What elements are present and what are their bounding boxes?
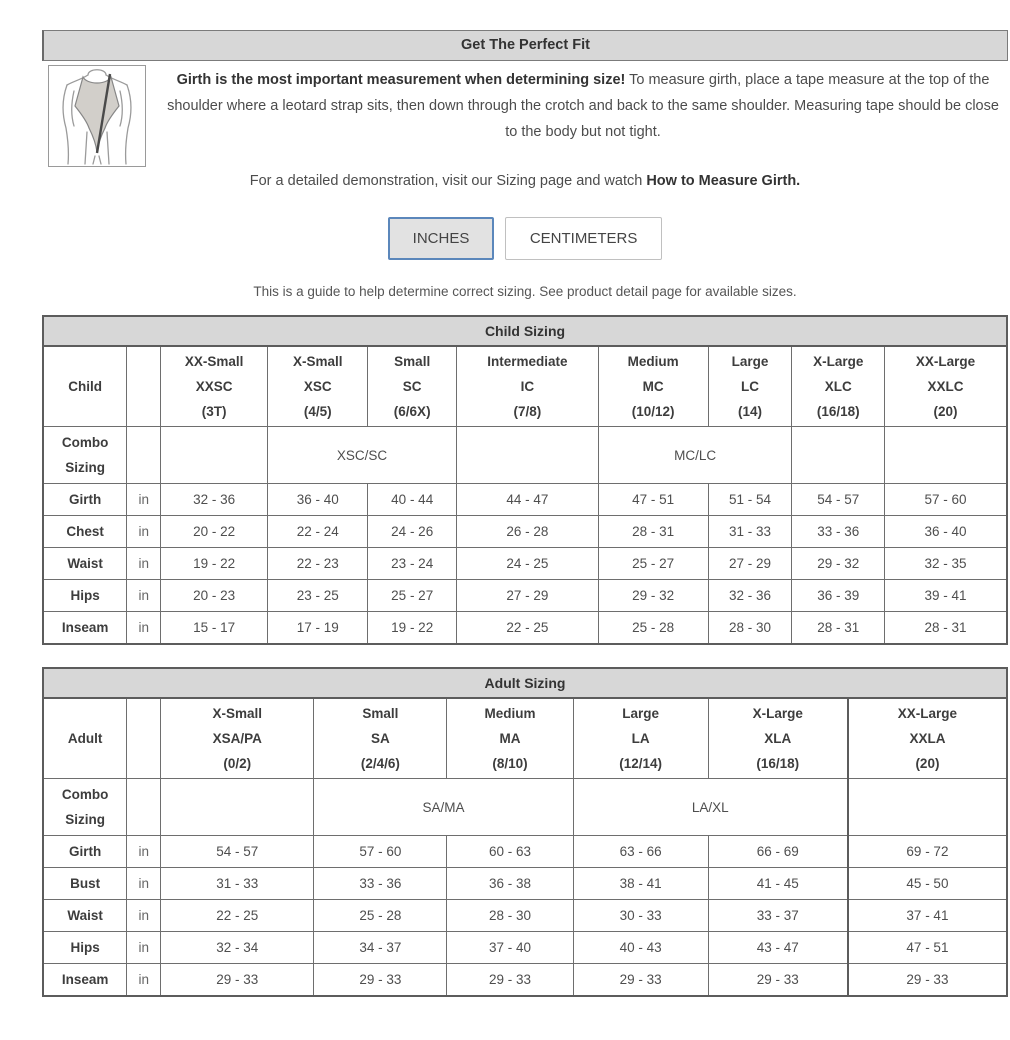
column-header: Large LA (12/14) [573, 698, 708, 779]
value-cell: 31 - 33 [161, 868, 314, 900]
combo-cell: MC/LC [598, 427, 792, 484]
value-cell: 19 - 22 [161, 548, 268, 580]
demo-line [42, 173, 1008, 189]
column-header: XX-Small XXSC (3T) [161, 346, 268, 427]
value-cell: 31 - 33 [708, 516, 792, 548]
value-cell: 57 - 60 [885, 484, 1007, 516]
value-cell: 28 - 31 [598, 516, 708, 548]
value-cell: 28 - 31 [792, 612, 885, 645]
value-cell: 54 - 57 [161, 836, 314, 868]
value-cell: 36 - 39 [792, 580, 885, 612]
girth-intro-section [42, 65, 1008, 167]
leotard-shape [75, 77, 119, 152]
row-label: Hips [43, 932, 127, 964]
value-cell: 20 - 22 [161, 516, 268, 548]
combo-cell: SA/MA [314, 779, 573, 836]
unit-cell: in [127, 868, 161, 900]
value-cell: 29 - 32 [792, 548, 885, 580]
column-header: Small SC (6/6X) [368, 346, 457, 427]
row-label: Bust [43, 868, 127, 900]
value-cell: 69 - 72 [848, 836, 1007, 868]
value-cell: 25 - 28 [598, 612, 708, 645]
value-cell: 41 - 45 [708, 868, 848, 900]
unit-cell: in [127, 548, 161, 580]
row-label: Waist [43, 900, 127, 932]
unit-cell: in [127, 612, 161, 645]
unit-cell [127, 779, 161, 836]
value-cell: 51 - 54 [708, 484, 792, 516]
unit-header-cell [127, 346, 161, 427]
value-cell: 40 - 43 [573, 932, 708, 964]
adult-sizing-table [42, 667, 1008, 997]
value-cell: 22 - 24 [268, 516, 368, 548]
value-cell: 33 - 37 [708, 900, 848, 932]
value-cell: 29 - 33 [708, 964, 848, 997]
combo-cell [457, 427, 599, 484]
value-cell: 47 - 51 [848, 932, 1007, 964]
value-cell: 39 - 41 [885, 580, 1007, 612]
column-header: XX-Large XXLA (20) [848, 698, 1007, 779]
page-content [42, 30, 1008, 997]
combo-sizing-label: Combo Sizing [43, 427, 127, 484]
value-cell: 23 - 24 [368, 548, 457, 580]
value-cell: 26 - 28 [457, 516, 599, 548]
value-cell: 17 - 19 [268, 612, 368, 645]
combo-cell: XSC/SC [268, 427, 457, 484]
value-cell: 25 - 27 [368, 580, 457, 612]
value-cell: 30 - 33 [573, 900, 708, 932]
value-cell: 32 - 36 [708, 580, 792, 612]
table-corner-label: Child [43, 346, 127, 427]
value-cell: 29 - 33 [573, 964, 708, 997]
value-cell: 44 - 47 [457, 484, 599, 516]
value-cell: 33 - 36 [314, 868, 447, 900]
value-cell: 23 - 25 [268, 580, 368, 612]
row-label: Chest [43, 516, 127, 548]
combo-cell [792, 427, 885, 484]
value-cell: 36 - 40 [885, 516, 1007, 548]
column-header: X-Small XSC (4/5) [268, 346, 368, 427]
value-cell: 57 - 60 [314, 836, 447, 868]
combo-cell [848, 779, 1007, 836]
value-cell: 37 - 41 [848, 900, 1007, 932]
unit-cell: in [127, 836, 161, 868]
value-cell: 47 - 51 [598, 484, 708, 516]
value-cell: 19 - 22 [368, 612, 457, 645]
table-title: Adult Sizing [43, 668, 1007, 698]
value-cell: 60 - 63 [447, 836, 573, 868]
combo-sizing-label: Combo Sizing [43, 779, 127, 836]
value-cell: 33 - 36 [792, 516, 885, 548]
unit-toggle [42, 217, 1008, 260]
unit-header-cell [127, 698, 161, 779]
value-cell: 27 - 29 [457, 580, 599, 612]
value-cell: 36 - 38 [447, 868, 573, 900]
column-header: XX-Large XXLC (20) [885, 346, 1007, 427]
value-cell: 29 - 32 [598, 580, 708, 612]
column-header: X-Large XLA (16/18) [708, 698, 848, 779]
guide-note: This is a guide to help determine correct sizing. See product detail page for available sizes. [253, 284, 797, 299]
combo-cell [885, 427, 1007, 484]
unit-cell: in [127, 516, 161, 548]
row-label: Girth [43, 484, 127, 516]
column-header: X-Small XSA/PA (0/2) [161, 698, 314, 779]
value-cell: 40 - 44 [368, 484, 457, 516]
how-to-measure-girth-label: How to Measure Girth. [646, 173, 801, 189]
combo-cell: LA/XL [573, 779, 848, 836]
value-cell: 32 - 34 [161, 932, 314, 964]
leotard-girth-diagram [48, 65, 146, 167]
leotard-girth-diagram-icon [49, 66, 145, 166]
value-cell: 66 - 69 [708, 836, 848, 868]
value-cell: 54 - 57 [792, 484, 885, 516]
unit-cell: in [127, 932, 161, 964]
value-cell: 25 - 28 [314, 900, 447, 932]
column-header: Small SA (2/4/6) [314, 698, 447, 779]
table-corner-label: Adult [43, 698, 127, 779]
value-cell: 29 - 33 [848, 964, 1007, 997]
value-cell: 38 - 41 [573, 868, 708, 900]
girth-intro-rest: To measure girth, place a tape measure at the top of the shoulder where a leotard strap sits, then down through the crotch and back to the same shoulder. Measuring tape should be close to the body but not tight. [167, 72, 999, 140]
combo-cell [161, 427, 268, 484]
value-cell: 22 - 23 [268, 548, 368, 580]
value-cell: 63 - 66 [573, 836, 708, 868]
value-cell: 36 - 40 [268, 484, 368, 516]
value-cell: 22 - 25 [457, 612, 599, 645]
demo-line-prefix: For a detailed demonstration, visit our Sizing page and watch [249, 173, 647, 189]
value-cell: 29 - 33 [314, 964, 447, 997]
column-header: Large LC (14) [708, 346, 792, 427]
girth-intro-paragraph [146, 65, 1008, 167]
column-header: Intermediate IC (7/8) [457, 346, 599, 427]
value-cell: 32 - 35 [885, 548, 1007, 580]
row-label: Inseam [43, 964, 127, 997]
girth-intro-bold: Girth is the most important measurement when determining size! [176, 72, 626, 88]
table-title: Child Sizing [43, 316, 1007, 346]
value-cell: 25 - 27 [598, 548, 708, 580]
value-cell: 28 - 30 [708, 612, 792, 645]
value-cell: 27 - 29 [708, 548, 792, 580]
value-cell: 20 - 23 [161, 580, 268, 612]
value-cell: 28 - 31 [885, 612, 1007, 645]
value-cell: 24 - 26 [368, 516, 457, 548]
value-cell: 28 - 30 [447, 900, 573, 932]
value-cell: 43 - 47 [708, 932, 848, 964]
row-label: Hips [43, 580, 127, 612]
value-cell: 32 - 36 [161, 484, 268, 516]
unit-cell: in [127, 964, 161, 997]
unit-cell: in [127, 900, 161, 932]
child-sizing-table [42, 315, 1008, 645]
combo-cell [161, 779, 314, 836]
value-cell: 15 - 17 [161, 612, 268, 645]
row-label: Girth [43, 836, 127, 868]
column-header: X-Large XLC (16/18) [792, 346, 885, 427]
page-title: Get The Perfect Fit [42, 30, 1008, 61]
value-cell: 22 - 25 [161, 900, 314, 932]
unit-cell: in [127, 484, 161, 516]
column-header: Medium MC (10/12) [598, 346, 708, 427]
value-cell: 24 - 25 [457, 548, 599, 580]
value-cell: 34 - 37 [314, 932, 447, 964]
value-cell: 45 - 50 [848, 868, 1007, 900]
column-header: Medium MA (8/10) [447, 698, 573, 779]
value-cell: 29 - 33 [161, 964, 314, 997]
centimeters-button[interactable]: CENTIMETERS [505, 217, 663, 260]
row-label: Waist [43, 548, 127, 580]
row-label: Inseam [43, 612, 127, 645]
unit-cell: in [127, 580, 161, 612]
unit-cell [127, 427, 161, 484]
value-cell: 29 - 33 [447, 964, 573, 997]
value-cell: 37 - 40 [447, 932, 573, 964]
inches-button[interactable]: INCHES [388, 217, 495, 260]
